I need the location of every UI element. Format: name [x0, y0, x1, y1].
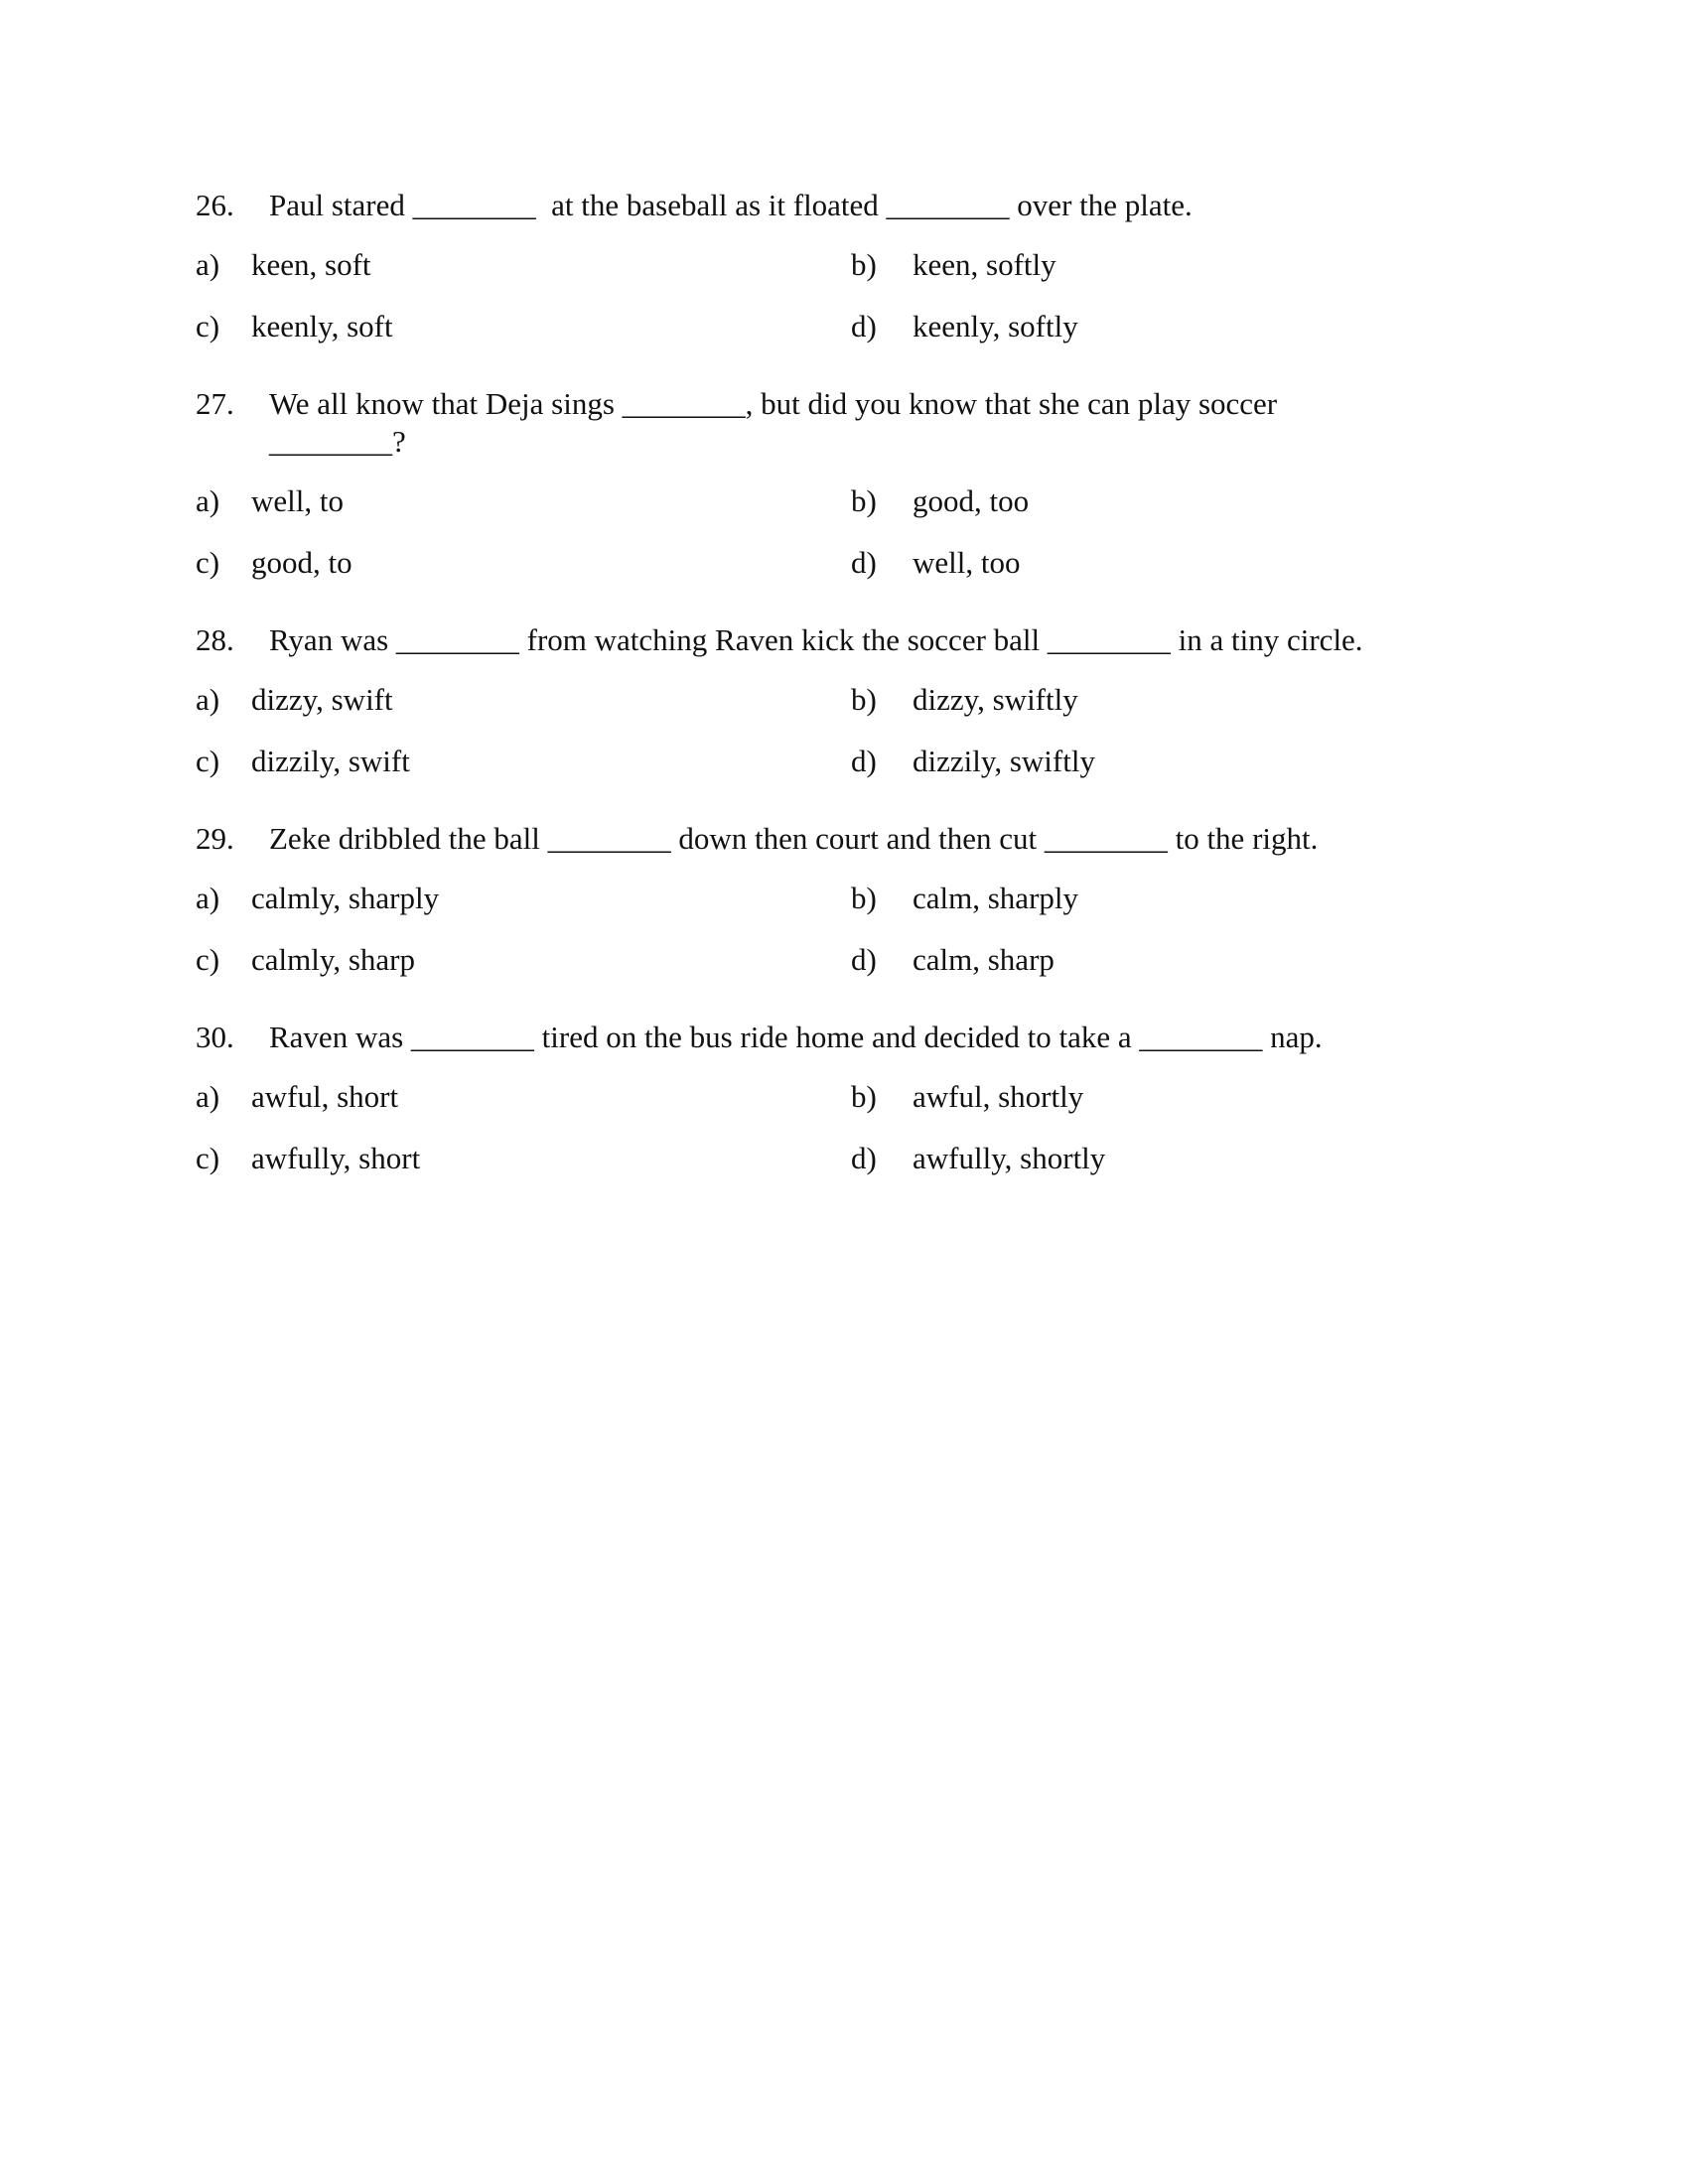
question-stem — [196, 820, 1486, 858]
option-text: awful, shortly — [913, 1079, 1084, 1114]
question-number: 29. — [196, 821, 234, 856]
option-row — [196, 308, 1486, 369]
question-text-continued: ________? — [269, 424, 406, 459]
answer-options — [196, 246, 1486, 369]
option-letter: c) — [196, 1141, 220, 1175]
question-29 — [196, 820, 1486, 1003]
option-row — [196, 544, 1486, 606]
question-stem — [196, 1019, 1486, 1056]
option-d[interactable] — [851, 308, 1078, 345]
option-letter: d) — [851, 1141, 877, 1175]
option-c[interactable] — [196, 1140, 420, 1177]
question-number: 28. — [196, 622, 234, 657]
option-text: good, to — [251, 545, 352, 580]
option-letter: b) — [851, 881, 877, 915]
question-27 — [196, 385, 1486, 606]
option-b[interactable] — [851, 482, 1029, 520]
option-a[interactable] — [196, 482, 344, 520]
option-letter: c) — [196, 744, 220, 778]
option-d[interactable] — [851, 544, 1021, 582]
option-text: keen, softly — [913, 247, 1056, 282]
option-d[interactable] — [851, 743, 1095, 780]
option-row — [196, 743, 1486, 804]
question-number: 27. — [196, 386, 234, 421]
question-number: 30. — [196, 1020, 234, 1054]
option-d[interactable] — [851, 1140, 1105, 1177]
option-text: calmly, sharply — [251, 881, 440, 915]
option-row — [196, 1140, 1486, 1201]
option-b[interactable] — [851, 246, 1056, 284]
option-letter: d) — [851, 942, 877, 977]
option-letter: a) — [196, 682, 220, 717]
question-stem — [196, 385, 1486, 423]
option-text: well, to — [251, 483, 344, 518]
option-text: keenly, softly — [913, 309, 1078, 343]
option-c[interactable] — [196, 544, 352, 582]
option-text: good, too — [913, 483, 1030, 518]
option-letter: d) — [851, 309, 877, 343]
option-letter: c) — [196, 309, 220, 343]
option-letter: b) — [851, 682, 877, 717]
option-a[interactable] — [196, 246, 371, 284]
option-text: dizzy, swift — [251, 682, 393, 717]
question-30 — [196, 1019, 1486, 1201]
answer-options — [196, 482, 1486, 606]
option-c[interactable] — [196, 308, 393, 345]
option-text: keen, soft — [251, 247, 371, 282]
option-b[interactable] — [851, 1078, 1083, 1116]
option-text: dizzily, swift — [251, 744, 410, 778]
option-letter: d) — [851, 545, 877, 580]
option-d[interactable] — [851, 941, 1055, 979]
option-row — [196, 1078, 1486, 1140]
option-text: dizzily, swiftly — [913, 744, 1095, 778]
question-text: Ryan was ________ from watching Raven kick the soccer ball ________ in a tiny circle. — [269, 622, 1363, 657]
question-26 — [196, 187, 1486, 369]
option-letter: c) — [196, 942, 220, 977]
option-text: calmly, sharp — [251, 942, 415, 977]
option-text: calm, sharp — [913, 942, 1055, 977]
question-text: Zeke dribbled the ball ________ down then court and then cut ________ to the right. — [269, 821, 1319, 856]
option-row — [196, 941, 1486, 1003]
option-row — [196, 246, 1486, 308]
question-text: We all know that Deja sings ________, but did you know that she can play soccer — [269, 386, 1278, 421]
option-row — [196, 880, 1486, 941]
option-letter: b) — [851, 483, 877, 518]
option-text: awful, short — [251, 1079, 399, 1114]
option-text: keenly, soft — [251, 309, 393, 343]
option-letter: a) — [196, 1079, 220, 1114]
question-text: Raven was ________ tired on the bus ride home and decided to take a ________ nap. — [269, 1020, 1323, 1054]
question-28 — [196, 621, 1486, 804]
option-b[interactable] — [851, 681, 1078, 719]
option-letter: b) — [851, 247, 877, 282]
option-c[interactable] — [196, 941, 415, 979]
option-letter: a) — [196, 881, 220, 915]
option-letter: c) — [196, 545, 220, 580]
option-text: calm, sharply — [913, 881, 1079, 915]
option-text: well, too — [913, 545, 1021, 580]
answer-options — [196, 681, 1486, 804]
question-stem — [196, 621, 1486, 659]
option-a[interactable] — [196, 880, 439, 917]
answer-options — [196, 1078, 1486, 1201]
option-row — [196, 482, 1486, 544]
option-letter: a) — [196, 483, 220, 518]
option-text: awfully, shortly — [913, 1141, 1106, 1175]
option-letter: d) — [851, 744, 877, 778]
answer-options — [196, 880, 1486, 1003]
option-letter: a) — [196, 247, 220, 282]
option-c[interactable] — [196, 743, 410, 780]
option-text: dizzy, swiftly — [913, 682, 1078, 717]
option-a[interactable] — [196, 681, 393, 719]
question-stem — [196, 187, 1486, 224]
option-row — [196, 681, 1486, 743]
question-text: Paul stared ________ at the baseball as it floated ________ over the plate. — [269, 188, 1193, 222]
question-number: 26. — [196, 188, 234, 222]
option-text: awfully, short — [251, 1141, 421, 1175]
option-b[interactable] — [851, 880, 1078, 917]
option-letter: b) — [851, 1079, 877, 1114]
option-a[interactable] — [196, 1078, 398, 1116]
